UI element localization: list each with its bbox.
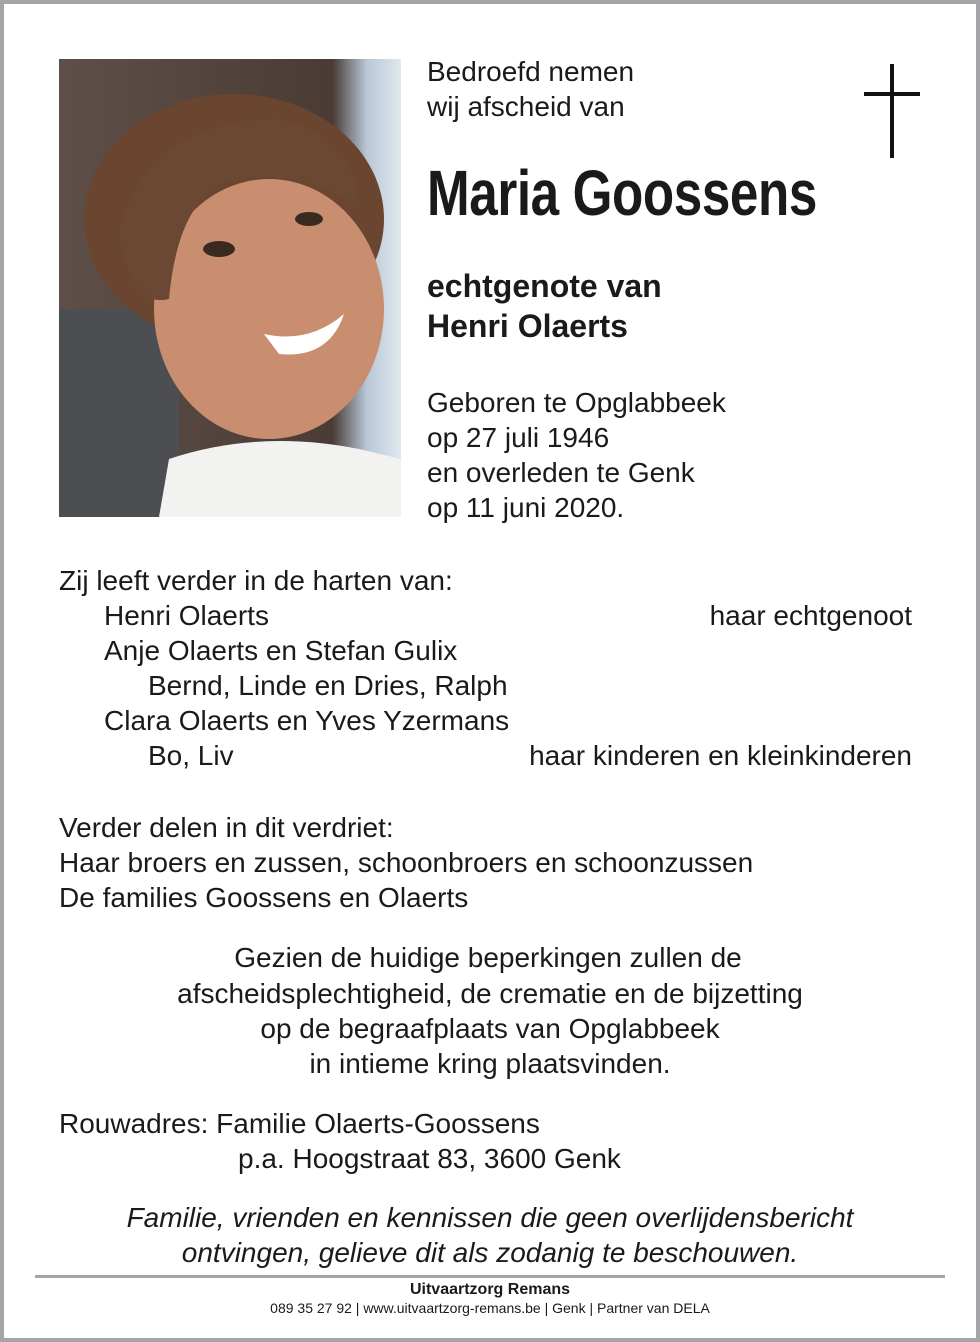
intro-line-1: Bedroefd nemen [427,56,635,87]
notice-line: afscheidsplechtigheid, de crematie en de bijzetting [177,978,803,1009]
also-heading: Verder delen in dit verdriet: [59,812,394,843]
address-label: Rouwadres: Familie Olaerts-Goossens [59,1108,540,1139]
portrait-photo [59,59,401,517]
survivor-name: Clara Olaerts en Yves Yzermans [104,705,510,736]
spouse-name: Henri Olaerts [427,308,628,344]
survivor-name: Bo, Liv [148,740,234,771]
survivor-role: haar kinderen en kleinkinderen [529,740,912,771]
also-line: Haar broers en zussen, schoonbroers en schoonzussen [59,847,754,878]
notice-line: in intieme kring plaatsvinden. [309,1048,671,1079]
also-line: De families Goossens en Olaerts [59,882,469,913]
notice-line: op de begraafplaats van Opglabbeek [260,1013,720,1044]
intro-line-2: wij afscheid van [427,91,625,122]
survivor-name: Anje Olaerts en Stefan Gulix [104,635,458,666]
notice-line: Gezien de huidige beperkingen zullen de [234,942,742,973]
survivor-name: Bernd, Linde en Dries, Ralph [148,670,508,701]
closing-line: Familie, vrienden en kennissen die geen overlijdensbericht [126,1202,854,1233]
birth-line-2: op 27 juli 1946 [427,422,610,453]
cross-icon [864,64,920,158]
funeral-home-details: 089 35 27 92 | www.uitvaartzorg-remans.be | Genk | Partner van DELA [270,1300,710,1316]
deceased-name: Maria Goossens [427,157,817,229]
death-line-2: op 11 juni 2020. [427,492,625,523]
birth-line-1: Geboren te Opglabbeek [427,387,726,418]
footer-divider [35,1275,945,1278]
closing-line: ontvingen, gelieve dit als zodanig te beschouwen. [181,1237,799,1268]
spouse-label: echtgenote van [427,268,662,304]
address-line: p.a. Hoogstraat 83, 3600 Genk [238,1143,621,1174]
survivor-role: haar echtgenoot [709,600,912,631]
death-line-1: en overleden te Genk [427,457,695,488]
survivor-name: Henri Olaerts [104,600,269,631]
funeral-home-name: Uitvaartzorg Remans [409,1281,571,1298]
survivors-heading: Zij leeft verder in de harten van: [59,565,453,596]
